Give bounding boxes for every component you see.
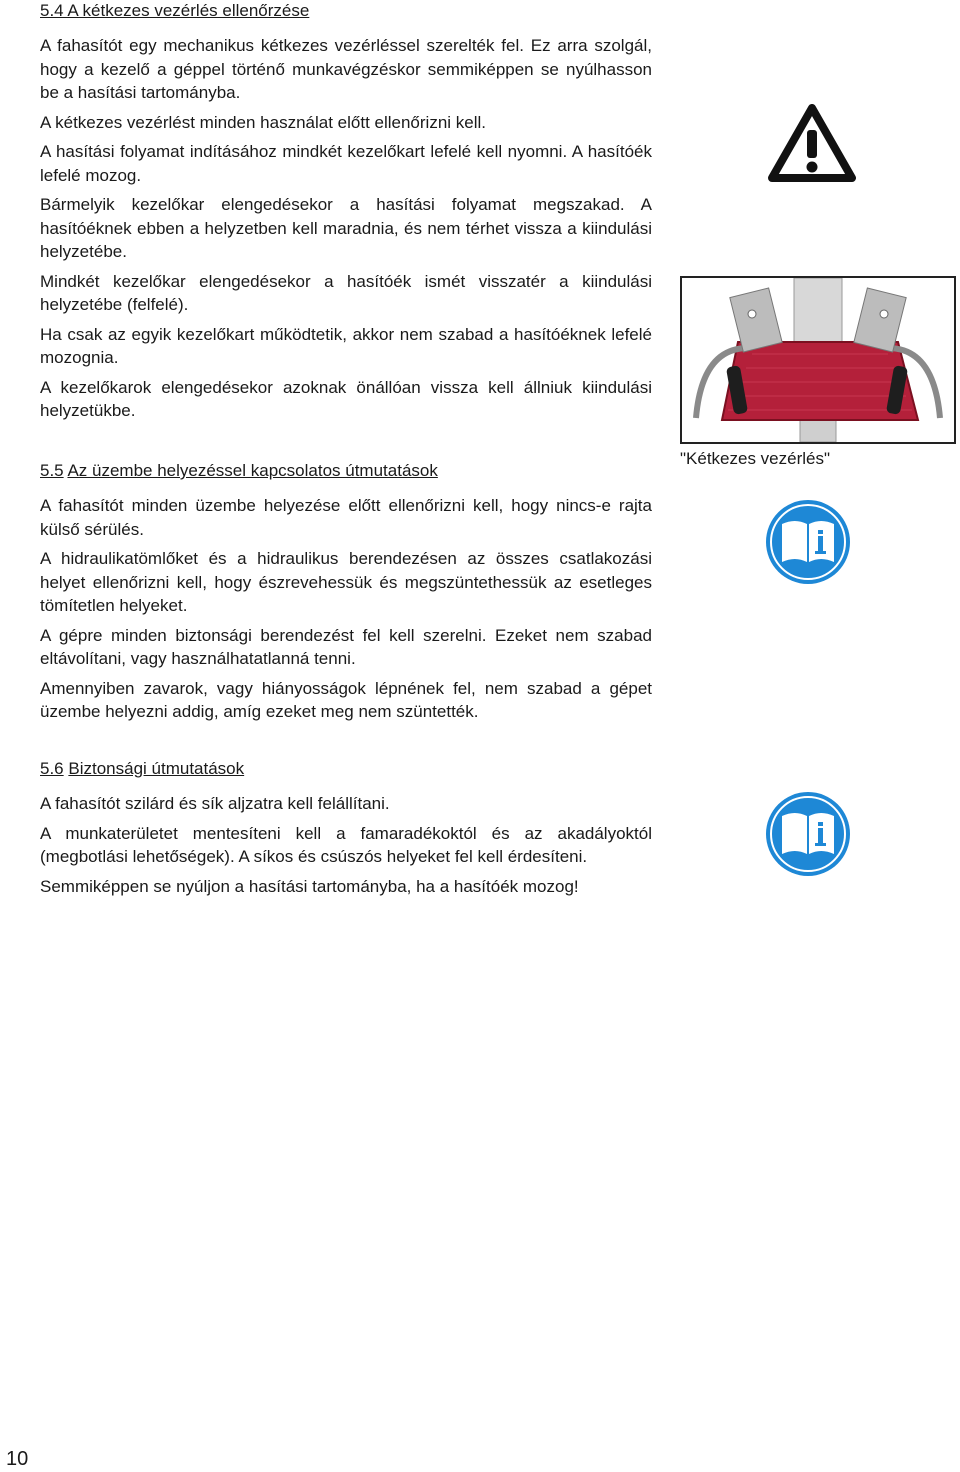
- section-5-4: [40, 0, 652, 423]
- paragraph: A kétkezes vezérlést minden használat előtt ellenőrizni kell.: [40, 112, 487, 132]
- read-manual-info-icon: [764, 790, 852, 878]
- paragraph: A gépre minden biztonsági berendezést fel kell szerelni. Ezeket nem szabad eltávolítani, vagy használhatatlanná tenni.: [40, 625, 652, 668]
- paragraph: Ha csak az egyik kezelőkart működtetik, akkor nem szabad a hasítóéknek lefelé mozognia.: [40, 324, 652, 367]
- paragraph: A munkaterületet mentesíteni kell a famaradékoktól és az akadályoktól (megbotlási lehetőségek). A síkos és csúszós helyeket fel kell érdesíteni.: [40, 823, 652, 866]
- two-hand-control-photo: [680, 276, 956, 444]
- figure-caption: "Kétkezes vezérlés": [680, 449, 831, 468]
- read-manual-info-icon: [764, 498, 852, 586]
- section-number: 5.6: [40, 759, 64, 778]
- paragraph: A hidraulikatömlőket és a hidraulikus berendezésen az összes csatlakozási helyet ellenőrizni kell, hogy észrevehessük és megszüntethessük az esetleges tömítetlen helyeket.: [40, 549, 652, 615]
- paragraph: A fahasítót minden üzembe helyezése előtt ellenőrizni kell, hogy nincs-e rajta külső sérülés.: [40, 496, 652, 539]
- section-title: Biztonsági útmutatások: [68, 759, 245, 778]
- section-heading: [40, 758, 652, 780]
- section-title: Az üzembe helyezéssel kapcsolatos útmutatások: [67, 461, 438, 480]
- page-number: 10: [6, 1448, 29, 1470]
- section-heading: [40, 460, 652, 482]
- section-5-5: [40, 460, 652, 724]
- paragraph: Semmiképpen se nyúljon a hasítási tartományba, ha a hasítóék mozog!: [40, 876, 579, 896]
- section-heading: 5.4 A kétkezes vezérlés ellenőrzése: [40, 1, 310, 20]
- paragraph: Mindkét kezelőkar elengedésekor a hasítóék ismét visszatér a kiindulási helyzetébe (felfelé).: [40, 271, 652, 314]
- paragraph: A kezelőkarok elengedésekor azoknak önállóan vissza kell állniuk kiindulási helyzetükbe.: [40, 377, 652, 420]
- paragraph: A hasítási folyamat indításához mindkét kezelőkart lefelé kell nyomni. A hasítóék lefelé mozog.: [40, 142, 652, 185]
- section-5-6: [40, 758, 652, 898]
- paragraph: A fahasítót egy mechanikus kétkezes vezérléssel szerelték fel. Ez arra szolgál, hogy a kezelő a géppel történő munkavégzéskor semmiképpen se nyúlhasson be a hasítási tartományba.: [40, 36, 652, 102]
- warning-triangle-icon: [768, 104, 856, 182]
- paragraph: Bármelyik kezelőkar elengedésekor a hasítási folyamat megszakad. A hasítóéknek ebben a helyzetben kell maradnia, és nem térhet vissza a kiindulási helyzetébe.: [40, 195, 652, 261]
- paragraph: Amennyiben zavarok, vagy hiányosságok lépnének fel, nem szabad a gépet üzembe helyezni addig, amíg ezeket meg nem szüntették.: [40, 678, 652, 721]
- section-number: 5.5: [40, 461, 64, 480]
- paragraph: A fahasítót szilárd és sík aljzatra kell felállítani.: [40, 794, 390, 813]
